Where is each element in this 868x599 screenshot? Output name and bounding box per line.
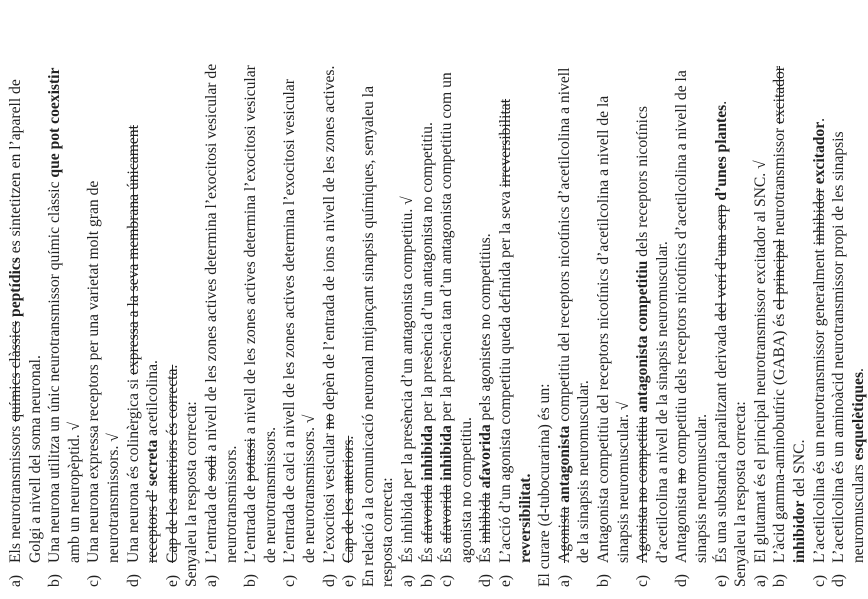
- text-span: neurotransmissor: [771, 124, 789, 240]
- text-span: agonista no competitiu.: [457, 417, 475, 563]
- struck-text: del verí d’una serp: [712, 204, 730, 321]
- line-text: [574, 380, 594, 563]
- text-span: neurotransmissors. √: [105, 433, 122, 563]
- option-marker: a): [7, 574, 24, 587]
- line-text: [182, 401, 202, 587]
- text-span: Una neurona utilitza un únic neurotransmissor químic clàssic: [46, 177, 64, 563]
- text-span: .: [849, 368, 867, 372]
- bold-correction-text: que pot coexistir: [46, 67, 64, 178]
- text-span: Els neurotransmissors: [7, 421, 24, 563]
- option-marker: a): [555, 574, 573, 587]
- text-span: L’acció d’un agonista competitiu queda definida per la seva: [497, 187, 514, 563]
- line-text: [143, 360, 163, 563]
- bold-correction-text: peptídics: [7, 257, 24, 317]
- bold-correction-text: antagonista competitiu: [634, 260, 652, 413]
- text-span: [634, 413, 651, 417]
- line-text: [104, 433, 124, 563]
- option-marker: d): [477, 574, 495, 587]
- struck-text: químics clàssics: [7, 320, 24, 422]
- struck-text: Cap de les anteriors.: [340, 435, 358, 563]
- line-text: [300, 415, 320, 563]
- text-span: [419, 481, 436, 485]
- line-text: [437, 72, 457, 563]
- text-span: dels receptors nicotínics: [634, 106, 652, 261]
- line-text: [633, 106, 653, 563]
- text-span: El glutamat és el principal neurotransmissor excitador al SNC. √: [751, 160, 769, 563]
- option-marker: c): [634, 574, 652, 587]
- text-span: [556, 503, 573, 507]
- text-span: [438, 481, 455, 485]
- text-span: És inhibida per la presència d’un antagonista competitiu. √: [399, 196, 416, 563]
- struck-text: excitador: [771, 66, 789, 125]
- text-span: Golgi a nivell del soma neuronal.: [26, 355, 44, 563]
- line-text: [261, 427, 281, 563]
- option-marker: a): [399, 574, 416, 587]
- line-text: [398, 196, 418, 563]
- text-span: sinapsis neuromuscular.: [693, 414, 710, 563]
- text-span: sinapsis neuromuscular. √: [614, 401, 632, 563]
- text-span: L’entrada de calci a nivell de les zones actives determina l’exocitosi vesicular: [281, 79, 299, 563]
- bold-correction-text: reversibilitat.: [516, 473, 534, 563]
- line-text: [280, 79, 300, 563]
- line-text: [378, 477, 398, 587]
- struck-text: afavorida: [418, 484, 436, 544]
- line-text: [418, 122, 438, 563]
- text-span: d’acetilcolina a nivell de la sinapsis neuromuscular.: [653, 241, 671, 563]
- text-span: L’entrada de: [203, 481, 220, 563]
- line-text: [163, 365, 183, 563]
- option-marker: b): [595, 574, 612, 587]
- option-marker: b): [771, 574, 789, 587]
- bold-correction-text: secreta: [144, 439, 162, 487]
- text-span: .: [712, 100, 730, 105]
- line-text: [222, 446, 242, 563]
- line-text: [320, 66, 340, 563]
- option-marker: e): [497, 574, 514, 587]
- line-text: [653, 241, 673, 563]
- text-span: [144, 486, 161, 490]
- text-span: pels agonistes no competitius.: [477, 233, 495, 425]
- line-text: [790, 440, 810, 564]
- bold-correction-text: antagonista: [555, 425, 573, 503]
- text-span: amb un neuropèptid. √: [65, 421, 83, 563]
- line-text: [692, 414, 712, 563]
- bold-correction-text: afavorida: [477, 424, 495, 489]
- line-text: [810, 118, 830, 563]
- line-text: [712, 101, 732, 563]
- text-span: És: [418, 543, 436, 563]
- text-span: de neurotransmissors.: [261, 427, 279, 563]
- option-marker: c): [281, 574, 299, 587]
- text-span: resposta correcta:: [379, 477, 397, 587]
- text-span: acetilcolina.: [144, 360, 162, 440]
- text-span: es sintetitzen en l’aparell de: [7, 79, 24, 258]
- text-span: L’entrada de: [242, 481, 260, 563]
- line-text: [6, 79, 26, 563]
- option-marker: d): [673, 574, 691, 587]
- struck-text: receptors d’: [144, 490, 162, 563]
- line-text: [496, 99, 516, 563]
- option-marker: b): [46, 574, 64, 587]
- line-text: [731, 401, 751, 587]
- option-marker: a): [203, 574, 220, 587]
- line-text: [594, 96, 614, 563]
- line-text: [516, 474, 536, 563]
- bold-correction-text: inhibida: [438, 425, 456, 481]
- struck-text: el principal: [771, 239, 789, 310]
- text-span: neuromusculars: [849, 460, 867, 563]
- line-text: [457, 417, 477, 563]
- text-span: L’acetilcolina és un neurotransmissor generalment: [810, 245, 828, 563]
- struck-text: inhibida: [477, 492, 495, 544]
- line-text: [84, 181, 104, 563]
- text-span: depèn de l’entrada de ions a nivell de les zones actives.: [320, 65, 338, 414]
- option-marker: b): [242, 574, 260, 587]
- text-span: Antagonista: [673, 483, 691, 563]
- text-span: L’exocitosi vesicular: [320, 429, 338, 563]
- text-span: .: [810, 117, 828, 122]
- text-span: [713, 201, 730, 205]
- option-marker: d): [830, 574, 848, 587]
- text-span: Una neurona expressa receptors per una varietat molt gran de: [85, 180, 103, 563]
- bold-correction-text: inhibidor: [791, 500, 808, 563]
- line-text: [829, 131, 849, 563]
- option-marker: e): [340, 574, 358, 587]
- text-span: del SNC.: [791, 439, 808, 501]
- option-marker: d): [124, 574, 142, 587]
- bold-correction-text: d’unes plantes: [712, 104, 730, 201]
- text-span: per la presència d’un antagonista no competitiu.: [418, 122, 436, 426]
- text-span: de neurotransmissors. √: [301, 414, 318, 563]
- bold-correction-text: inhibida: [418, 425, 436, 481]
- text-span: Senyaleu la resposta correcta:: [183, 401, 201, 587]
- option-marker: c): [810, 574, 828, 587]
- line-text: [241, 65, 261, 563]
- struck-text: expressa a la seva membrana únicament: [124, 125, 142, 375]
- line-text: [45, 68, 65, 563]
- line-text: [535, 384, 555, 588]
- line-text: [339, 436, 359, 563]
- text-span: És: [438, 543, 456, 563]
- struck-text: Agonista: [555, 506, 573, 563]
- text-span: Una neurona és colinèrgica si: [124, 374, 142, 563]
- option-marker: e): [712, 574, 730, 587]
- struck-text: potassi: [242, 437, 260, 482]
- text-span: neurotransmissors.: [222, 445, 240, 563]
- text-span: a nivell de les zones actives determina l’exocitosi vesicular de: [203, 63, 220, 456]
- struck-text: Agonista no competitiu: [634, 416, 652, 563]
- text-span: L’acetilcolina és un aminoàcid neurotransmissor propi de les sinapsis: [830, 131, 848, 563]
- text-span: a nivell de les zones actives determina l’exocitosi vesicular: [242, 65, 260, 438]
- struck-text: irreversibilitat: [497, 98, 514, 188]
- text-span: És: [477, 543, 495, 563]
- option-marker: c): [85, 574, 103, 587]
- struck-text: no: [320, 413, 338, 430]
- line-text: [359, 86, 379, 587]
- line-text: [65, 422, 85, 563]
- struck-text: afavorida: [438, 484, 456, 544]
- text-span: [811, 184, 828, 188]
- line-text: [614, 402, 634, 563]
- bold-correction-text: excitador: [810, 121, 828, 185]
- struck-text: sodi: [203, 455, 220, 482]
- line-text: [849, 368, 868, 563]
- line-text: [124, 125, 144, 563]
- option-marker: b): [418, 574, 436, 587]
- line-text: [476, 233, 496, 563]
- text-span: [7, 317, 24, 321]
- struck-text: inhibidor: [810, 188, 828, 246]
- text-span: L’àcid gamma-aminobutíric (GABA) és: [771, 309, 789, 563]
- text-span: El curare (d-tubocurarina) és un:: [536, 383, 554, 587]
- text-span: competitiu del receptors nicotínics d’acetilcolina a nivell: [555, 67, 573, 426]
- line-text: [26, 355, 46, 563]
- option-marker: c): [438, 574, 456, 587]
- text-span: Antagonista competitiu del receptors nicotínics d’acetilcolina a nivell de la: [595, 95, 612, 563]
- line-text: [751, 160, 771, 563]
- text-span: En relació a la comunicació neuronal mitjançant sinapsis químiques, senyaleu la: [359, 85, 377, 587]
- option-marker: e): [163, 574, 181, 587]
- text-span: Senyaleu la resposta correcta:: [732, 401, 750, 587]
- option-marker: a): [751, 574, 769, 587]
- text-span: per la presència tan d’un antagonista competitiu com un: [438, 72, 456, 426]
- struck-text: no: [673, 468, 691, 484]
- option-marker: d): [320, 574, 338, 587]
- line-text: [770, 66, 790, 563]
- struck-text: Cap de les anteriors és correcta.: [163, 364, 181, 563]
- line-text: [202, 64, 222, 563]
- bold-correction-text: esquelètiques: [849, 371, 867, 461]
- text-span: És una substancia paralitzant derivada: [712, 320, 730, 563]
- text-span: [477, 488, 494, 492]
- text-span: de la sinapsis neuromuscular.: [575, 380, 593, 563]
- line-text: [555, 68, 575, 563]
- text-span: competitiu dels receptors nicotínics d’acetilcolina a nivell de la: [673, 70, 691, 469]
- line-text: [672, 70, 692, 563]
